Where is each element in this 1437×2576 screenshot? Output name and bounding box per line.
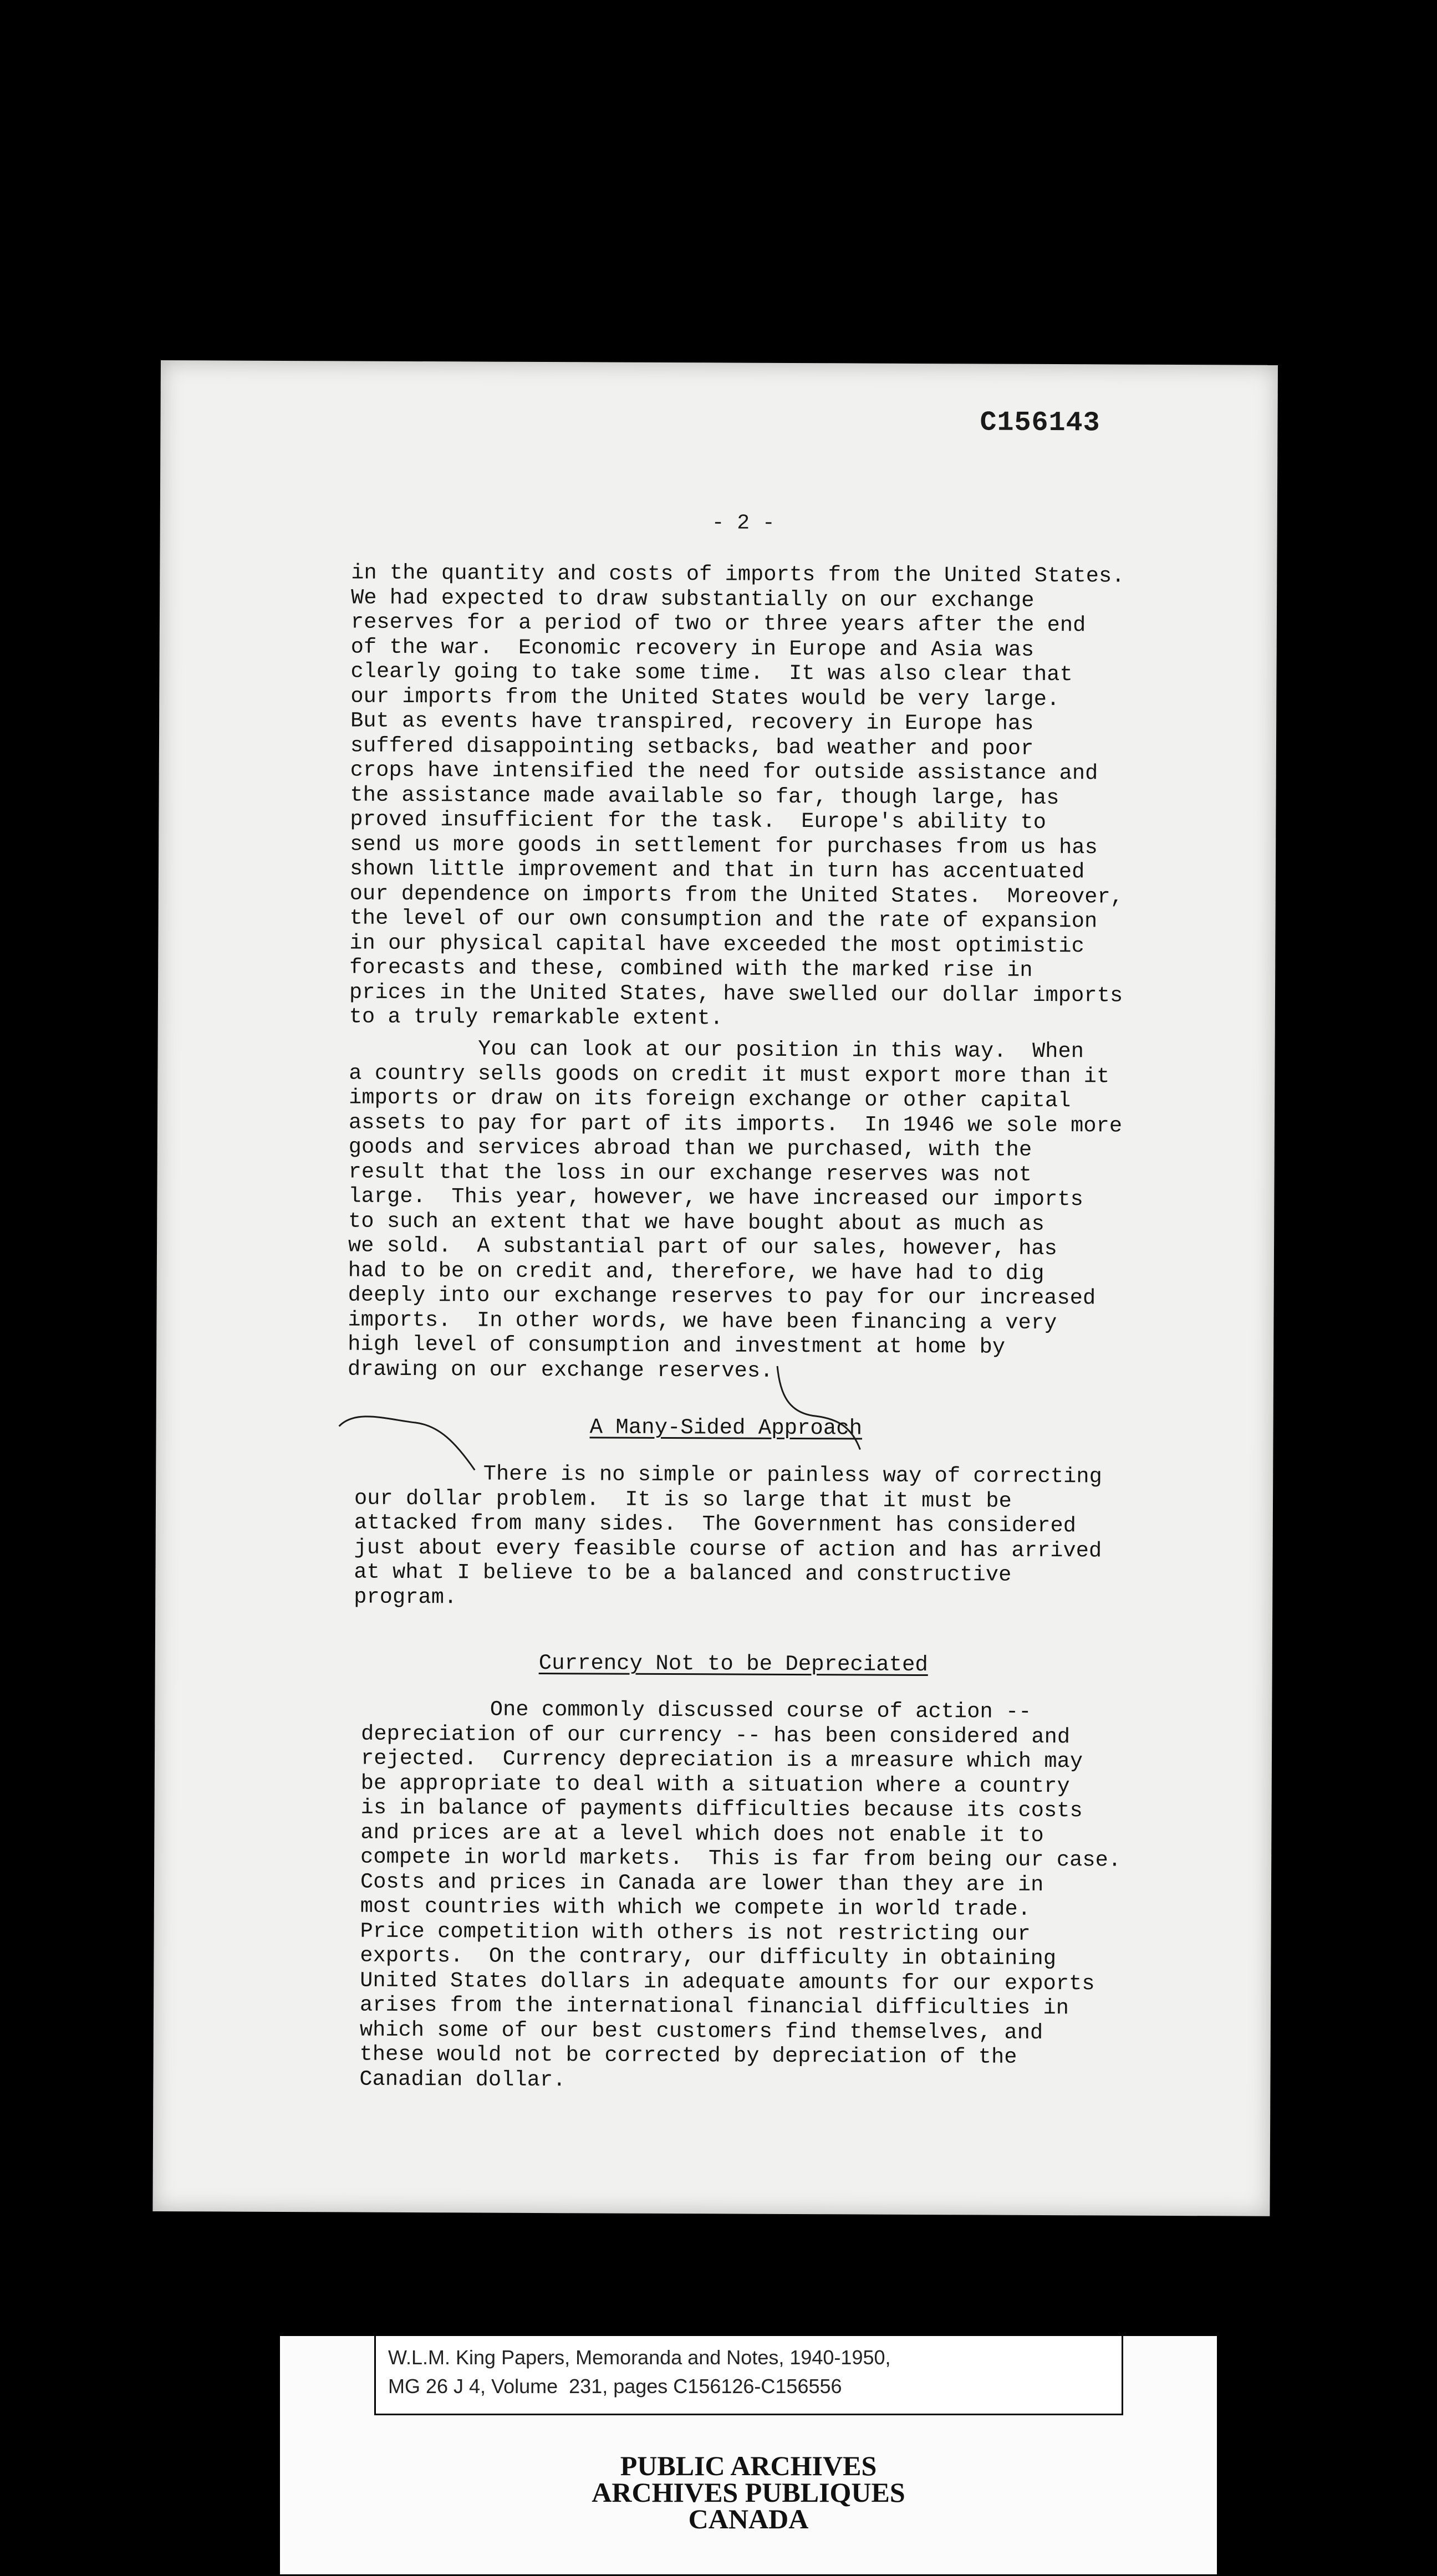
paragraph-depreciation-rejected — [359, 1697, 1122, 2095]
text-line: We had expected to draw substantially on our exchange — [351, 585, 1035, 613]
text-line: depreciation of our currency -- has been considered and — [361, 1721, 1071, 1749]
text-line: suffered disappointing setbacks, bad weather and poor — [350, 733, 1034, 761]
text-line: to such an extent that we have bought about as much as — [348, 1208, 1045, 1236]
institution-fr: ARCHIVES PUBLIQUES — [592, 2477, 905, 2508]
text-line: the level of our own consumption and the rate of expansion — [349, 906, 1098, 934]
text-line: clearly going to take some time. It was also clear that — [350, 659, 1073, 687]
text-line: Canadian dollar. — [359, 2067, 566, 2092]
text-line: imports or draw on its foreign exchange or other capital — [349, 1085, 1071, 1113]
text-line: assets to pay for part of its imports. In 1946 we sole more — [348, 1110, 1123, 1138]
text-line: at what I believe to be a balanced and constructive — [354, 1560, 1012, 1587]
paragraph-credit-position — [348, 1036, 1123, 1384]
text-line: imports. In other words, we have been financing a very — [348, 1307, 1057, 1335]
document-number: C156143 — [980, 407, 1100, 439]
paragraph-no-simple-way — [354, 1461, 1102, 1613]
text-line: in our physical capital have exceeded the most optimistic — [349, 930, 1084, 958]
text-line: had to be on credit and, therefore, we have had to dig — [348, 1258, 1044, 1286]
paragraph-dollar-imports — [349, 561, 1125, 1033]
text-line: United States dollars in adequate amounts for our exports — [360, 1968, 1095, 1996]
text-line: of the war. Economic recovery in Europe and Asia was — [350, 635, 1035, 662]
text-line: proved insufficient for the task. Europe's ability to — [350, 807, 1047, 835]
text-line: and prices are at a level which does not enable it to — [360, 1820, 1044, 1848]
text-line: But as events have transpired, recovery in Europe has — [350, 708, 1034, 736]
text-line: arises from the international financial difficulties in — [359, 1992, 1069, 2021]
text-line: compete in world markets. This is far from being our case. — [360, 1844, 1122, 1873]
collection-line-2: MG 26 J 4, Volume 231, pages C156126-C156556 — [388, 2375, 842, 2398]
archive-label — [280, 2336, 1217, 2574]
institution-en: PUBLIC ARCHIVES — [620, 2450, 877, 2481]
text-line: prices in the United States, have swelled our dollar imports — [349, 979, 1123, 1008]
collection-line-1: W.L.M. King Papers, Memoranda and Notes, 1940-1950, — [388, 2346, 891, 2369]
text-line: send us more goods in settlement for purchases from us has — [350, 831, 1098, 860]
text-line: our dollar problem. It is so large that it must be — [354, 1486, 1012, 1514]
text-line: be appropriate to deal with a situation where a country — [360, 1771, 1070, 1798]
text-line: our imports from the United States would be very large. — [350, 683, 1060, 712]
text-line: to a truly remarkable extent. — [349, 1004, 723, 1031]
document-page — [152, 360, 1278, 2216]
institution-country: CANADA — [688, 2503, 809, 2534]
text-line: the assistance made available so far, though large, has — [350, 782, 1059, 810]
text-line: in the quantity and costs of imports from the United States. — [351, 560, 1125, 589]
text-line: we sold. A substantial part of our sales, however, has — [348, 1233, 1058, 1261]
archives-stamp — [280, 2452, 1217, 2532]
text-line: large. This year, however, we have increased our imports — [348, 1184, 1083, 1212]
text-line: crops have intensified the need for outside assistance and — [350, 758, 1098, 786]
text-line: drawing on our exchange reserves. — [347, 1356, 773, 1383]
page-number: - 2 - — [711, 511, 775, 535]
text-line: reserves for a period of two or three years after the end — [350, 610, 1086, 638]
text-line: You can look at our position in this way. When — [349, 1036, 1084, 1064]
text-line: attacked from many sides. The Government has considered — [354, 1510, 1077, 1539]
text-line: There is no simple or painless way of correcting — [354, 1461, 1103, 1489]
text-line: most countries with which we compete in world trade. — [360, 1894, 1031, 1921]
text-line: exports. On the contrary, our difficulty in obtaining — [360, 1943, 1057, 1971]
text-line: a country sells goods on credit it must export more than it — [349, 1060, 1110, 1088]
text-line: goods and services abroad than we purchased, with the — [348, 1134, 1032, 1162]
text-line: is in balance of payments difficulties because its costs — [360, 1795, 1083, 1823]
collection-reference-box — [374, 2336, 1123, 2415]
text-line: forecasts and these, combined with the marked rise in — [349, 955, 1033, 983]
text-line: Price competition with others is not restricting our — [360, 1919, 1031, 1946]
text-line: our dependence on imports from the United States. Moreover, — [349, 881, 1124, 909]
text-line: which some of our best customers find themselves, and — [359, 2017, 1043, 2045]
text-line: Costs and prices in Canada are lower than they are in — [360, 1869, 1044, 1897]
text-line: just about every feasible course of action and has arrived — [354, 1535, 1102, 1563]
text-line: shown little improvement and that in turn has accentuated — [349, 856, 1085, 885]
heading-many-sided-approach: A Many-Sided Approach — [589, 1415, 863, 1441]
text-line: result that the loss in our exchange reserves was not — [348, 1159, 1032, 1187]
text-line: these would not be corrected by depreciation of the — [359, 2042, 1017, 2069]
text-line: rejected. Currency depreciation is a mreasure which may — [360, 1746, 1083, 1774]
text-line: deeply into our exchange reserves to pay for our increased — [348, 1282, 1096, 1311]
text-line: program. — [354, 1585, 457, 1609]
text-line: One commonly discussed course of action -- — [361, 1696, 1032, 1724]
heading-currency-not-depreciated: Currency Not to be Depreciated — [538, 1650, 928, 1678]
text-line: high level of consumption and investment at home by — [348, 1332, 1006, 1359]
